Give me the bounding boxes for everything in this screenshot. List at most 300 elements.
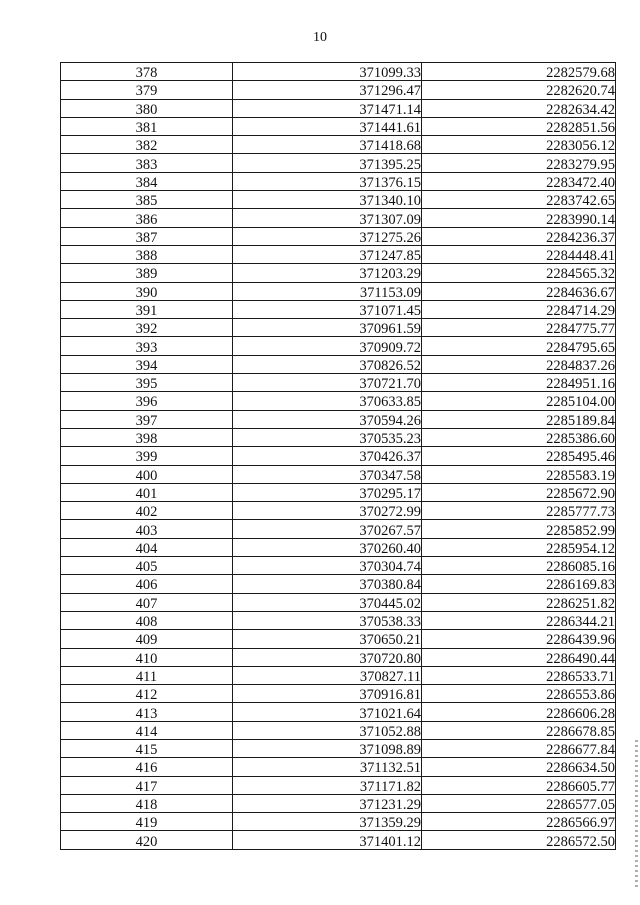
x-coordinate-cell: [233, 813, 422, 831]
table-row: [61, 337, 616, 355]
cell-value: 417: [135, 778, 158, 795]
cell-value: 396: [135, 394, 158, 411]
point-number-cell: [61, 831, 233, 849]
cell-value: 2286677.84: [546, 742, 615, 758]
cell-value: 2286577.05: [546, 797, 615, 813]
cell-value: 384: [135, 174, 158, 191]
cell-value: 392: [135, 321, 158, 337]
cell-value: 419: [135, 815, 158, 831]
point-number-cell: [61, 154, 233, 172]
point-number-cell: [61, 666, 233, 684]
table-row: [61, 99, 616, 117]
cell-value: 409: [135, 632, 158, 648]
x-coordinate-cell: [233, 172, 422, 190]
point-number-cell: [61, 739, 233, 757]
table-row: [61, 374, 616, 392]
x-coordinate-cell: [233, 593, 422, 611]
cell-value: 390: [135, 284, 158, 301]
cell-value: 2284775.77: [546, 321, 615, 337]
cell-value: 399: [135, 449, 158, 466]
point-number-cell: [61, 538, 233, 556]
table-row: [61, 191, 616, 209]
cell-value: 371021.64: [359, 705, 421, 722]
cell-value: 371296.47: [359, 83, 421, 100]
y-coordinate-cell: [422, 172, 616, 190]
cell-value: 398: [135, 431, 158, 447]
point-number-cell: [61, 99, 233, 117]
table-row: [61, 776, 616, 794]
table-row: [61, 428, 616, 446]
cell-value: 371231.29: [359, 797, 421, 813]
y-coordinate-cell: [422, 739, 616, 757]
cell-value: 2286606.28: [546, 705, 615, 722]
cell-value: 370260.40: [359, 540, 421, 557]
x-coordinate-cell: [233, 63, 422, 81]
table-row: [61, 447, 616, 465]
table-row: [61, 154, 616, 172]
point-number-cell: [61, 410, 233, 428]
cell-value: 371247.85: [359, 248, 421, 264]
cell-value: 371099.33: [359, 65, 421, 81]
x-coordinate-cell: [233, 502, 422, 520]
cell-value: 2285777.73: [546, 504, 615, 520]
cell-value: 2285583.19: [546, 467, 615, 484]
cell-value: 2282579.68: [546, 65, 615, 81]
table-row: [61, 758, 616, 776]
point-number-cell: [61, 300, 233, 318]
y-coordinate-cell: [422, 630, 616, 648]
y-coordinate-cell: [422, 227, 616, 245]
point-number-cell: [61, 611, 233, 629]
point-number-cell: [61, 520, 233, 538]
y-coordinate-cell: [422, 721, 616, 739]
cell-value: 371071.45: [359, 303, 421, 319]
cell-value: 2284448.41: [546, 248, 615, 264]
x-coordinate-cell: [233, 758, 422, 776]
y-coordinate-cell: [422, 374, 616, 392]
cell-value: 370827.11: [359, 668, 421, 685]
table-row: [61, 666, 616, 684]
cell-value: 370304.74: [359, 559, 421, 575]
y-coordinate-cell: [422, 282, 616, 300]
y-coordinate-cell: [422, 776, 616, 794]
table-row: [61, 648, 616, 666]
table-row: [61, 557, 616, 575]
x-coordinate-cell: [233, 721, 422, 739]
cell-value: 2286634.50: [546, 760, 615, 777]
y-coordinate-cell: [422, 465, 616, 483]
table-row: [61, 245, 616, 263]
cell-value: 371441.61: [359, 120, 421, 136]
point-number-cell: [61, 776, 233, 794]
table-row: [61, 721, 616, 739]
cell-value: 370272.99: [359, 504, 421, 520]
x-coordinate-cell: [233, 575, 422, 593]
cell-value: 2282620.74: [546, 83, 615, 100]
table-row: [61, 520, 616, 538]
cell-value: 391: [135, 303, 158, 319]
coordinates-table: [60, 62, 616, 850]
x-coordinate-cell: [233, 209, 422, 227]
x-coordinate-cell: [233, 319, 422, 337]
x-coordinate-cell: [233, 99, 422, 117]
scan-edge-mark: [635, 740, 638, 890]
cell-value: 387: [135, 229, 158, 246]
cell-value: 370721.70: [359, 376, 421, 392]
cell-value: 382: [135, 138, 158, 154]
point-number-cell: [61, 630, 233, 648]
x-coordinate-cell: [233, 374, 422, 392]
y-coordinate-cell: [422, 209, 616, 227]
table-row: [61, 630, 616, 648]
y-coordinate-cell: [422, 410, 616, 428]
cell-value: 2286533.71: [546, 668, 615, 685]
x-coordinate-cell: [233, 117, 422, 135]
point-number-cell: [61, 172, 233, 190]
cell-value: 2285852.99: [546, 522, 615, 539]
x-coordinate-cell: [233, 191, 422, 209]
x-coordinate-cell: [233, 685, 422, 703]
cell-value: 2285672.90: [546, 485, 615, 502]
cell-value: 2285104.00: [546, 394, 615, 411]
cell-value: 370347.58: [359, 467, 421, 484]
x-coordinate-cell: [233, 428, 422, 446]
x-coordinate-cell: [233, 465, 422, 483]
x-coordinate-cell: [233, 355, 422, 373]
y-coordinate-cell: [422, 520, 616, 538]
cell-value: 2284565.32: [546, 266, 615, 283]
y-coordinate-cell: [422, 154, 616, 172]
point-number-cell: [61, 813, 233, 831]
cell-value: 418: [135, 797, 158, 813]
cell-value: 371203.29: [359, 266, 421, 283]
cell-value: 371132.51: [359, 760, 421, 777]
table-row: [61, 136, 616, 154]
cell-value: 370295.17: [359, 485, 421, 502]
cell-value: 2285495.46: [546, 449, 615, 466]
table-row: [61, 300, 616, 318]
cell-value: 2284236.37: [546, 229, 615, 246]
cell-value: 370720.80: [359, 650, 421, 667]
cell-value: 415: [135, 742, 158, 758]
table-row: [61, 794, 616, 812]
cell-value: 416: [135, 760, 158, 777]
cell-value: 402: [135, 504, 158, 520]
y-coordinate-cell: [422, 355, 616, 373]
cell-value: 2283056.12: [546, 138, 615, 154]
y-coordinate-cell: [422, 611, 616, 629]
cell-value: 393: [135, 339, 158, 356]
x-coordinate-cell: [233, 337, 422, 355]
table-row: [61, 575, 616, 593]
cell-value: 371171.82: [359, 778, 421, 795]
table-row: [61, 209, 616, 227]
cell-value: 379: [135, 83, 158, 100]
cell-value: 370445.02: [359, 595, 421, 612]
cell-value: 2284714.29: [546, 303, 615, 319]
x-coordinate-cell: [233, 630, 422, 648]
x-coordinate-cell: [233, 227, 422, 245]
cell-value: 370650.21: [359, 632, 421, 648]
cell-value: 400: [135, 467, 158, 484]
y-coordinate-cell: [422, 831, 616, 849]
x-coordinate-cell: [233, 136, 422, 154]
cell-value: 2286490.44: [546, 650, 615, 667]
cell-value: 371307.09: [359, 211, 421, 228]
cell-value: 385: [135, 193, 158, 209]
table-row: [61, 355, 616, 373]
y-coordinate-cell: [422, 813, 616, 831]
cell-value: 2283279.95: [546, 156, 615, 173]
cell-value: 371340.10: [359, 193, 421, 209]
cell-value: 370594.26: [359, 412, 421, 429]
y-coordinate-cell: [422, 758, 616, 776]
cell-value: 2286439.96: [546, 632, 615, 648]
y-coordinate-cell: [422, 319, 616, 337]
cell-value: 371471.14: [359, 101, 421, 118]
cell-value: 2286085.16: [546, 559, 615, 575]
cell-value: 2282634.42: [546, 101, 615, 118]
y-coordinate-cell: [422, 117, 616, 135]
point-number-cell: [61, 282, 233, 300]
point-number-cell: [61, 355, 233, 373]
cell-value: 371153.09: [359, 284, 421, 301]
cell-value: 2284636.67: [546, 284, 615, 301]
point-number-cell: [61, 447, 233, 465]
cell-value: 388: [135, 248, 158, 264]
cell-value: 405: [135, 559, 158, 575]
x-coordinate-cell: [233, 666, 422, 684]
table-row: [61, 319, 616, 337]
cell-value: 2286169.83: [546, 577, 615, 594]
cell-value: 2283990.14: [546, 211, 615, 228]
cell-value: 2286605.77: [546, 778, 615, 795]
cell-value: 371395.25: [359, 156, 421, 173]
cell-value: 2286566.97: [546, 815, 615, 831]
point-number-cell: [61, 465, 233, 483]
point-number-cell: [61, 758, 233, 776]
cell-value: 2285954.12: [546, 540, 615, 557]
point-number-cell: [61, 428, 233, 446]
cell-value: 381: [135, 120, 158, 136]
table-row: [61, 117, 616, 135]
x-coordinate-cell: [233, 154, 422, 172]
y-coordinate-cell: [422, 502, 616, 520]
table-row: [61, 685, 616, 703]
table-row: [61, 502, 616, 520]
table-row: [61, 611, 616, 629]
y-coordinate-cell: [422, 81, 616, 99]
cell-value: 370916.81: [359, 687, 421, 703]
cell-value: 401: [135, 485, 158, 502]
point-number-cell: [61, 136, 233, 154]
point-number-cell: [61, 63, 233, 81]
x-coordinate-cell: [233, 483, 422, 501]
y-coordinate-cell: [422, 703, 616, 721]
cell-value: 378: [135, 65, 158, 81]
table-row: [61, 81, 616, 99]
cell-value: 2283472.40: [546, 174, 615, 191]
table-row: [61, 739, 616, 757]
point-number-cell: [61, 502, 233, 520]
cell-value: 395: [135, 376, 158, 392]
x-coordinate-cell: [233, 538, 422, 556]
point-number-cell: [61, 593, 233, 611]
point-number-cell: [61, 483, 233, 501]
cell-value: 389: [135, 266, 158, 283]
y-coordinate-cell: [422, 557, 616, 575]
cell-value: 2285189.84: [546, 412, 615, 429]
x-coordinate-cell: [233, 703, 422, 721]
point-number-cell: [61, 685, 233, 703]
cell-value: 2286553.86: [546, 687, 615, 703]
y-coordinate-cell: [422, 245, 616, 263]
point-number-cell: [61, 648, 233, 666]
cell-value: 2282851.56: [546, 120, 615, 136]
y-coordinate-cell: [422, 575, 616, 593]
x-coordinate-cell: [233, 776, 422, 794]
table-row: [61, 703, 616, 721]
y-coordinate-cell: [422, 392, 616, 410]
cell-value: 371098.89: [359, 742, 421, 758]
cell-value: 411: [135, 668, 158, 685]
table-row: [61, 410, 616, 428]
cell-value: 413: [135, 705, 158, 722]
x-coordinate-cell: [233, 794, 422, 812]
x-coordinate-cell: [233, 300, 422, 318]
table-row: [61, 282, 616, 300]
point-number-cell: [61, 721, 233, 739]
y-coordinate-cell: [422, 136, 616, 154]
x-coordinate-cell: [233, 245, 422, 263]
point-number-cell: [61, 392, 233, 410]
coordinates-table-body: [61, 63, 616, 850]
y-coordinate-cell: [422, 666, 616, 684]
table-row: [61, 593, 616, 611]
cell-value: 2284951.16: [546, 376, 615, 392]
cell-value: 371376.15: [359, 174, 421, 191]
y-coordinate-cell: [422, 264, 616, 282]
y-coordinate-cell: [422, 447, 616, 465]
x-coordinate-cell: [233, 410, 422, 428]
cell-value: 370909.72: [359, 339, 421, 356]
cell-value: 2283742.65: [546, 193, 615, 209]
point-number-cell: [61, 245, 233, 263]
table-row: [61, 264, 616, 282]
y-coordinate-cell: [422, 337, 616, 355]
cell-value: 370961.59: [359, 321, 421, 337]
table-row: [61, 465, 616, 483]
point-number-cell: [61, 337, 233, 355]
cell-value: 2285386.60: [546, 431, 615, 447]
x-coordinate-cell: [233, 520, 422, 538]
point-number-cell: [61, 374, 233, 392]
point-number-cell: [61, 81, 233, 99]
cell-value: 370535.23: [359, 431, 421, 447]
point-number-cell: [61, 264, 233, 282]
y-coordinate-cell: [422, 191, 616, 209]
cell-value: 404: [135, 540, 158, 557]
table-row: [61, 63, 616, 81]
cell-value: 414: [135, 723, 158, 740]
cell-value: 370380.84: [359, 577, 421, 594]
table-row: [61, 831, 616, 849]
cell-value: 371418.68: [359, 138, 421, 154]
cell-value: 406: [135, 577, 158, 594]
cell-value: 2286572.50: [546, 833, 615, 850]
cell-value: 420: [135, 833, 158, 850]
x-coordinate-cell: [233, 447, 422, 465]
cell-value: 2286344.21: [546, 614, 615, 630]
x-coordinate-cell: [233, 831, 422, 849]
point-number-cell: [61, 575, 233, 593]
x-coordinate-cell: [233, 282, 422, 300]
point-number-cell: [61, 209, 233, 227]
cell-value: 412: [135, 687, 158, 703]
y-coordinate-cell: [422, 483, 616, 501]
cell-value: 407: [135, 595, 158, 612]
y-coordinate-cell: [422, 428, 616, 446]
x-coordinate-cell: [233, 739, 422, 757]
x-coordinate-cell: [233, 81, 422, 99]
table-row: [61, 813, 616, 831]
cell-value: 370538.33: [359, 614, 421, 630]
table-row: [61, 172, 616, 190]
cell-value: 383: [135, 156, 158, 173]
cell-value: 371401.12: [359, 833, 421, 850]
cell-value: 2286678.85: [546, 723, 615, 740]
cell-value: 403: [135, 522, 158, 539]
table-row: [61, 483, 616, 501]
page-number: 10: [313, 30, 327, 45]
y-coordinate-cell: [422, 593, 616, 611]
point-number-cell: [61, 191, 233, 209]
y-coordinate-cell: [422, 99, 616, 117]
cell-value: 2286251.82: [546, 595, 615, 612]
y-coordinate-cell: [422, 300, 616, 318]
cell-value: 394: [135, 357, 158, 374]
point-number-cell: [61, 319, 233, 337]
cell-value: 408: [135, 614, 158, 630]
cell-value: 370426.37: [359, 449, 421, 466]
table-row: [61, 227, 616, 245]
x-coordinate-cell: [233, 611, 422, 629]
y-coordinate-cell: [422, 63, 616, 81]
x-coordinate-cell: [233, 264, 422, 282]
y-coordinate-cell: [422, 648, 616, 666]
cell-value: 410: [135, 650, 158, 667]
cell-value: 370826.52: [359, 357, 421, 374]
y-coordinate-cell: [422, 685, 616, 703]
point-number-cell: [61, 794, 233, 812]
cell-value: 2284837.26: [546, 357, 615, 374]
cell-value: 371275.26: [359, 229, 421, 246]
x-coordinate-cell: [233, 648, 422, 666]
cell-value: 370633.85: [359, 394, 421, 411]
point-number-cell: [61, 227, 233, 245]
point-number-cell: [61, 117, 233, 135]
cell-value: 380: [135, 101, 158, 118]
x-coordinate-cell: [233, 557, 422, 575]
point-number-cell: [61, 557, 233, 575]
y-coordinate-cell: [422, 538, 616, 556]
cell-value: 370267.57: [359, 522, 421, 539]
cell-value: 2284795.65: [546, 339, 615, 356]
table-row: [61, 392, 616, 410]
x-coordinate-cell: [233, 392, 422, 410]
table-row: [61, 538, 616, 556]
cell-value: 371052.88: [359, 723, 421, 740]
